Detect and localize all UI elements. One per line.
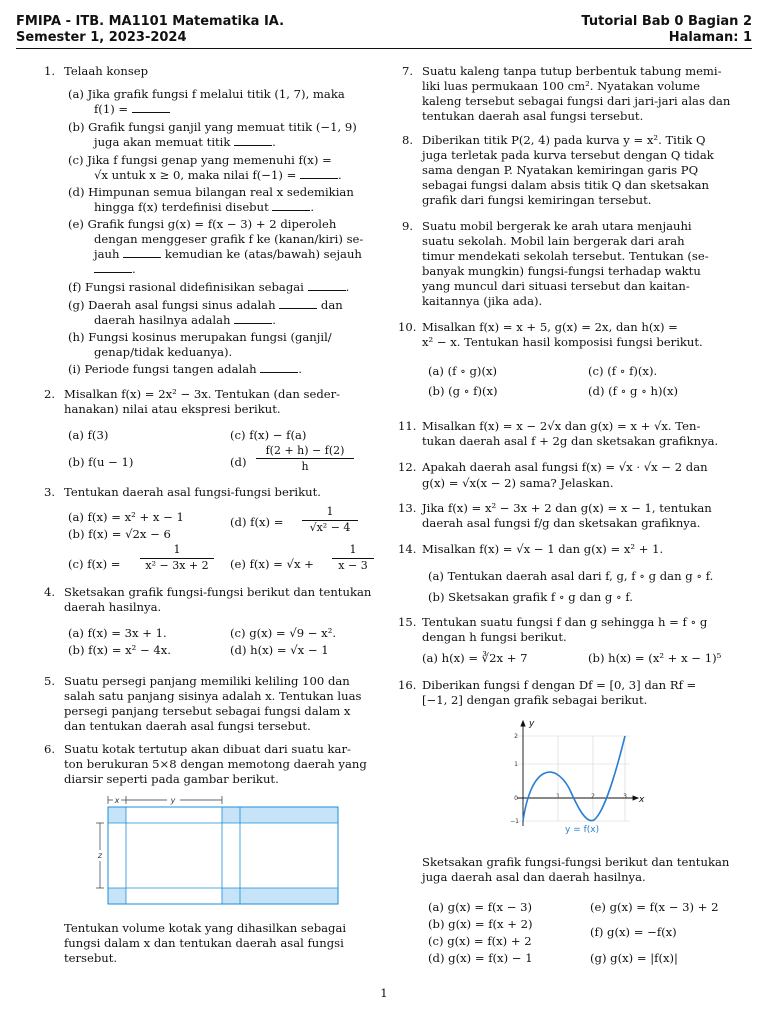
q3-title: Tentukan daerah asal fungsi-fungsi berikut.: [64, 485, 321, 499]
q6-after-line3: tersebut.: [64, 951, 118, 965]
q15-line2: dengan h fungsi berikut.: [422, 630, 567, 644]
answer-blank: [260, 363, 298, 373]
q10b: (b) (g ∘ f)(x): [428, 384, 498, 398]
q13-line1: Jika f(x) = x² − 3x + 2 dan g(x) = x − 1, tentukan: [422, 501, 712, 515]
x-tick-1: 1: [556, 793, 560, 800]
y-axis-label: y: [529, 719, 535, 729]
answer-blank: [132, 103, 170, 113]
q12-number: 12.: [398, 460, 417, 474]
q16-number: 16.: [398, 678, 417, 692]
q3c-denominator: x² − 3x + 2: [145, 559, 209, 572]
y-tick-0: 0: [514, 795, 518, 802]
q3e-numerator: 1: [349, 543, 357, 556]
q10-line1: Misalkan f(x) = x + 5, g(x) = 2x, dan h(x) =: [422, 320, 678, 334]
q10a: (a) (f ∘ g)(x): [428, 364, 498, 378]
answer-blank: [94, 263, 132, 273]
q1e-line1: (e) Grafik fungsi g(x) = f(x − 3) + 2 diperoleh: [68, 217, 337, 231]
q2-number: 2.: [44, 387, 56, 401]
q2-line1: Misalkan f(x) = 2x² − 3x. Tentukan (dan seder-: [64, 387, 341, 401]
q14-line1: Misalkan f(x) = √x − 1 dan g(x) = x² + 1.: [422, 542, 664, 556]
q5-line3: persegi panjang tersebut sebagai fungsi dalam x: [64, 704, 351, 718]
q5-line2: salah satu panjang sisinya adalah x. Tentukan luas: [64, 689, 362, 703]
q6-after-line2: fungsi dalam x dan tentukan daerah asal fungsi: [64, 936, 344, 950]
shaded-regions: [108, 807, 338, 904]
q16-after-line2: juga daerah asal dan daerah hasilnya.: [422, 870, 646, 884]
q2d-numerator: f(2 + h) − f(2): [265, 444, 345, 457]
q8-line2: juga terletak pada kurva tersebut dengan Q tidak: [422, 148, 714, 162]
q1h-line1: (h) Fungsi kosinus merupakan fungsi (ganjil/: [68, 330, 332, 344]
q9-line4: banyak mungkin) fungsi-fungsi terhadap waktu: [422, 264, 701, 278]
q9-line3: timur mendekati sekolah tersebut. Tentukan (se-: [422, 249, 709, 263]
q2a: (a) f(3): [68, 428, 109, 442]
q8-line4: sebagai fungsi dalam absis titik Q dan sketsakan: [422, 178, 710, 192]
q8-line1: Diberikan titik P(2, 4) pada kurva y = x². Titik Q: [422, 133, 706, 147]
fraction-bar: [256, 458, 354, 459]
y-tick-1: 1: [514, 761, 518, 768]
q1c-line2: √x untuk x ≥ 0, maka nilai f(−1) =: [94, 168, 297, 182]
header-tutorial: Tutorial Bab 0 Bagian 2: [581, 14, 752, 29]
q1e-line3b: kemudian ke (atas/bawah) sejauh: [164, 247, 362, 261]
q16g: (g) g(x) = |f(x)|: [590, 951, 678, 965]
q16e: (e) g(x) = f(x − 3) + 2: [590, 900, 719, 914]
q1a-line2: f(1) =: [94, 102, 129, 116]
q1i-text: (i) Periode fungsi tangen adalah: [68, 362, 257, 376]
q16c: (c) g(x) = f(x) + 2: [428, 934, 532, 948]
q16a: (a) g(x) = f(x − 3): [428, 900, 533, 914]
q5-line4: dan tentukan daerah asal fungsi tersebut.: [64, 719, 311, 733]
q6-line3: diarsir seperti pada gambar berikut.: [64, 772, 279, 786]
x-tick-3: 3: [623, 793, 627, 800]
q2d-denominator: h: [301, 460, 309, 473]
header-page: Halaman: 1: [668, 30, 752, 45]
q1a-line1: (a) Jika grafik fungsi f melalui titik (1, 7), maka: [68, 87, 345, 101]
q8-line3: sama dengan P. Nyatakan kemiringan garis PQ: [422, 163, 699, 177]
answer-blank: [300, 169, 338, 179]
q4a: (a) f(x) = 3x + 1.: [68, 626, 167, 640]
answer-blank: [308, 281, 346, 291]
q9-line1: Suatu mobil bergerak ke arah utara menjauhi: [422, 219, 692, 233]
q6-number: 6.: [44, 742, 56, 756]
q6-line1: Suatu kotak tertutup akan dibuat dari suatu kar-: [64, 742, 351, 756]
function-curve: [523, 736, 625, 821]
q4-number: 4.: [44, 585, 56, 599]
q7-line2: liki luas permukaan 100 cm². Nyatakan volume: [422, 79, 700, 93]
q3c: (c) f(x) =: [68, 557, 121, 571]
q7-line3: kaleng tersebut sebagai fungsi dari jari-jari alas dan: [422, 94, 731, 108]
q1h-line2: genap/tidak keduanya).: [94, 345, 233, 359]
q16f: (f) g(x) = −f(x): [590, 925, 677, 939]
q1e-line3a: jauh: [94, 247, 120, 261]
q2d: (d): [230, 455, 247, 469]
y-dimension-label: y: [170, 796, 176, 805]
q1g-line2: daerah hasilnya adalah: [94, 313, 231, 327]
x-dimension-label: x: [114, 796, 120, 805]
answer-blank: [272, 201, 310, 211]
q9-line6: kaitannya (jika ada).: [422, 294, 543, 308]
q3d-numerator: 1: [326, 505, 334, 518]
q3c-numerator: 1: [173, 543, 181, 556]
q13-line2: daerah asal fungsi f/g dan sketsakan grafiknya.: [422, 516, 701, 530]
q1g-line1a: (g) Daerah asal fungsi sinus adalah: [68, 298, 276, 312]
curve-label: y = f(x): [565, 825, 600, 835]
q1g-line1b: dan: [320, 298, 343, 312]
q10d: (d) (f ∘ g ∘ h)(x): [588, 384, 679, 398]
q7-line4: tentukan daerah asal fungsi tersebut.: [422, 109, 644, 123]
q7-line1: Suatu kaleng tanpa tutup berbentuk tabung memi-: [422, 64, 722, 78]
q4-line1: Sketsakan grafik fungsi-fungsi berikut dan tentukan: [64, 585, 372, 599]
q1d-line2: hingga f(x) terdefinisi disebut: [94, 200, 269, 214]
q15b: (b) h(x) = (x² + x − 1)⁵: [588, 651, 722, 665]
answer-blank: [123, 248, 161, 258]
q4c: (c) g(x) = √9 − x².: [230, 626, 337, 640]
q10c: (c) (f ∘ f)(x).: [588, 364, 658, 378]
q4b: (b) f(x) = x² − 4x.: [68, 643, 171, 657]
q10-line2: x² − x. Tentukan hasil komposisi fungsi berikut.: [422, 335, 703, 349]
q3e: (e) f(x) = √x +: [230, 557, 314, 571]
q14b: (b) Sketsakan grafik f ∘ g dan g ∘ f.: [428, 590, 633, 604]
q12-line2: g(x) = √x(x − 2) sama? Jelaskan.: [422, 476, 614, 490]
q14-number: 14.: [398, 542, 417, 556]
q8-number: 8.: [402, 133, 414, 147]
q3d: (d) f(x) =: [230, 515, 284, 529]
x-tick-2: 2: [591, 793, 595, 800]
header-semester: Semester 1, 2023-2024: [16, 30, 187, 45]
q1b-line1: (b) Grafik fungsi ganjil yang memuat titik (−1, 9): [68, 120, 357, 134]
q14a: (a) Tentukan daerah asal dari f, g, f ∘ g dan g ∘ f.: [428, 569, 714, 583]
q3e-denominator: x − 3: [338, 559, 368, 572]
q11-line2: tukan daerah asal f + 2g dan sketsakan grafiknya.: [422, 434, 719, 448]
header-rule: [16, 48, 752, 49]
q16d: (d) g(x) = f(x) − 1: [428, 951, 533, 965]
q6-line2: ton berukuran 5×8 dengan memotong daerah yang: [64, 757, 367, 771]
q1c-line1: (c) Jika f fungsi genap yang memenuhi f(x) =: [68, 153, 332, 167]
graph-axes: [517, 721, 638, 826]
q9-line2: suatu sekolah. Mobil lain bergerak dari arah: [422, 234, 685, 248]
q16-line2: [−1, 2] dengan grafik sebagai berikut.: [422, 693, 648, 707]
q7-number: 7.: [402, 64, 414, 78]
q2c: (c) f(x) − f(a): [230, 428, 307, 442]
q1-number: 1.: [44, 64, 56, 78]
q15-number: 15.: [398, 615, 417, 629]
q1f-text: (f) Fungsi rasional didefinisikan sebagai: [68, 280, 304, 294]
q15-line1: Tentukan suatu fungsi f dan g sehingga h = f ∘ g: [422, 615, 708, 629]
function-graph: [502, 716, 654, 838]
q3d-denominator: √x² − 4: [309, 521, 351, 534]
q6-after-line1: Tentukan volume kotak yang dihasilkan sebagai: [64, 921, 347, 935]
q8-line5: grafik dari fungsi kemiringan tersebut.: [422, 193, 652, 207]
q9-line5: yang muncul dari situasi tersebut dan kaitan-: [422, 279, 690, 293]
y-tick-2: 2: [514, 733, 518, 740]
q4-line2: daerah hasilnya.: [64, 600, 162, 614]
q3b: (b) f(x) = √2x − 6: [68, 527, 171, 541]
q3-number: 3.: [44, 485, 56, 499]
y-tick-neg1: −1: [510, 818, 519, 825]
q1-title: Telaah konsep: [64, 64, 149, 78]
q5-line1: Suatu persegi panjang memiliki keliling 100 dan: [64, 674, 350, 688]
q1d-line1: (d) Himpunan semua bilangan real x sedemikian: [68, 185, 354, 199]
q1e-line2: dengan menggeser grafik f ke (kanan/kiri) se-: [94, 232, 364, 246]
q16b: (b) g(x) = f(x + 2): [428, 917, 533, 931]
q4d: (d) h(x) = √x − 1: [230, 643, 329, 657]
x-axis-label: x: [639, 795, 645, 805]
answer-blank: [234, 314, 272, 324]
header-course: FMIPA - ITB. MA1101 Matematika IA.: [16, 14, 285, 29]
carton-diagram: [92, 792, 354, 910]
q10-number: 10.: [398, 320, 417, 334]
page-number: 1: [380, 986, 388, 1000]
q9-number: 9.: [402, 219, 414, 233]
q1b-line2: juga akan memuat titik: [94, 135, 231, 149]
q2b: (b) f(u − 1): [68, 455, 134, 469]
answer-blank: [234, 136, 272, 146]
q2-line2: hanakan) nilai atau ekspresi berikut.: [64, 402, 281, 416]
answer-blank: [279, 299, 317, 309]
q13-number: 13.: [398, 501, 417, 515]
q15a: (a) h(x) = ∛2x + 7: [422, 651, 528, 665]
q16-after-line1: Sketsakan grafik fungsi-fungsi berikut dan tentukan: [422, 855, 730, 869]
q11-line1: Misalkan f(x) = x − 2√x dan g(x) = x + √x. Ten-: [422, 419, 701, 433]
q16-line1: Diberikan fungsi f dengan Df = [0, 3] dan Rf =: [422, 678, 697, 692]
q11-number: 11.: [398, 419, 417, 433]
q5-number: 5.: [44, 674, 56, 688]
q3a: (a) f(x) = x² + x − 1: [68, 510, 184, 524]
q12-line1: Apakah daerah asal fungsi f(x) = √x · √x − 2 dan: [422, 460, 708, 474]
z-dimension-label: z: [97, 851, 103, 860]
